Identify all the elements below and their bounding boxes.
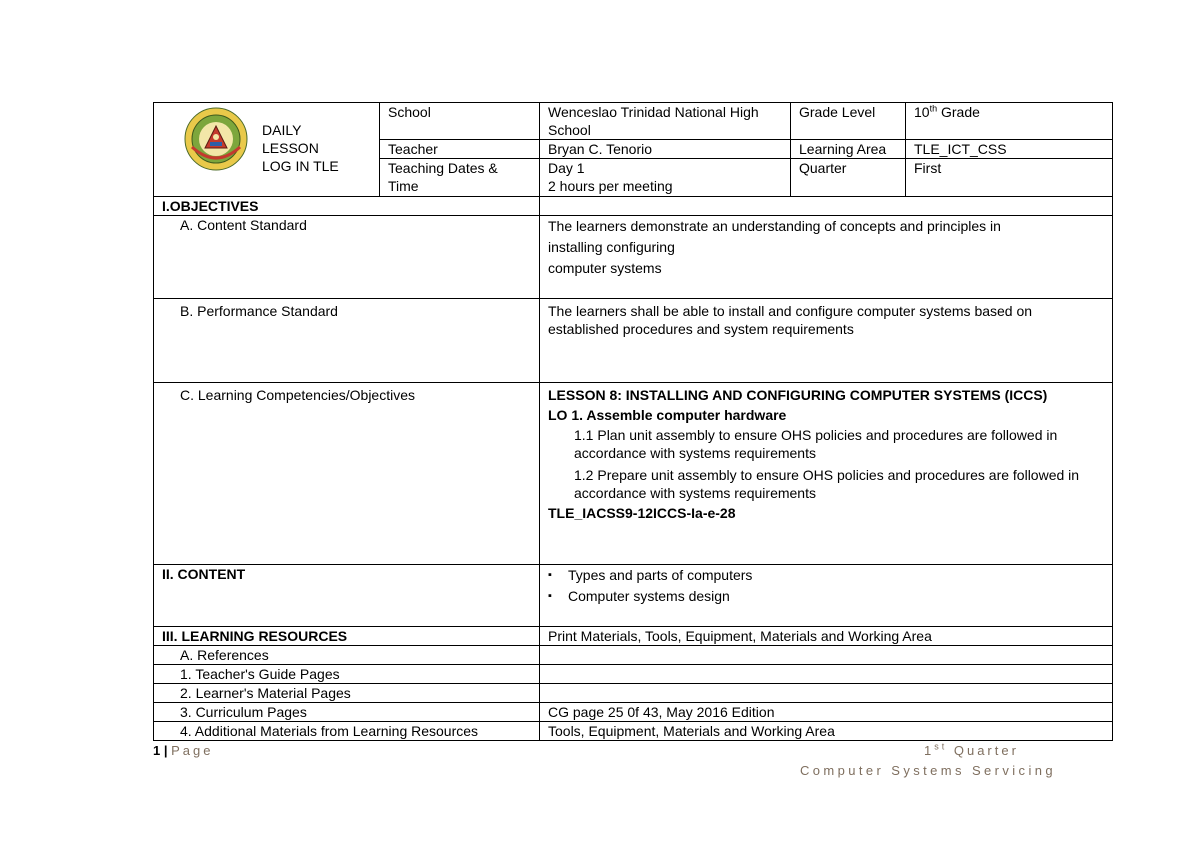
footer-quarter bbox=[924, 743, 1019, 758]
content-value bbox=[540, 565, 1113, 627]
list-item bbox=[548, 586, 1104, 607]
daily-lesson-log-table bbox=[153, 102, 1113, 741]
page-footer-left bbox=[153, 743, 213, 758]
dll-title-line-1: DAILY bbox=[262, 122, 302, 138]
content-list bbox=[548, 565, 1104, 607]
additional-materials-value: Tools, Equipment, Materials and Working Area bbox=[540, 722, 1113, 741]
teacher-value: Bryan C. Tenorio bbox=[540, 140, 791, 159]
curriculum-pages-value: CG page 25 0f 43, May 2016 Edition bbox=[540, 703, 1113, 722]
learning-competencies-label: C. Learning Competencies/Objectives bbox=[154, 383, 540, 565]
additional-materials-label: 4. Additional Materials from Learning Resources bbox=[154, 722, 540, 741]
teaching-dates-value bbox=[540, 159, 791, 197]
school-logo-cell bbox=[154, 103, 380, 197]
learners-material-value bbox=[540, 684, 1113, 703]
learning-competencies-value bbox=[540, 383, 1113, 565]
content-standard-line-1: The learners demonstrate an understanding of concepts and principles in bbox=[548, 218, 1001, 234]
grade-level-label: Grade Level bbox=[791, 103, 906, 140]
school-label: School bbox=[380, 103, 540, 140]
page-word: Page bbox=[171, 743, 214, 758]
performance-standard-label: B. Performance Standard bbox=[154, 299, 540, 383]
page-separator: | bbox=[160, 743, 172, 758]
learners-material-label: 2. Learner's Material Pages bbox=[154, 684, 540, 703]
teaching-duration: 2 hours per meeting bbox=[548, 178, 673, 194]
page-number: 1 bbox=[153, 743, 161, 758]
performance-standard-value: The learners shall be able to install and configure computer systems based on established procedures and system requirements bbox=[540, 299, 1113, 383]
list-item bbox=[548, 565, 1104, 586]
teacher-label: Teacher bbox=[380, 140, 540, 159]
learning-outcome-title: LO 1. Assemble computer hardware bbox=[548, 407, 787, 423]
learning-area-value: TLE_ICT_CSS bbox=[906, 140, 1113, 159]
grade-level-value bbox=[906, 103, 1113, 140]
references-value bbox=[540, 646, 1113, 665]
lesson-title: LESSON 8: INSTALLING AND CONFIGURING COMPUTER SYSTEMS (ICCS) bbox=[548, 387, 1048, 403]
learning-area-label: Learning Area bbox=[791, 140, 906, 159]
learning-outcome-item: 1.2 Prepare unit assembly to ensure OHS policies and procedures are followed in accordance with systems requirements bbox=[574, 467, 1080, 501]
school-seal-icon bbox=[184, 107, 248, 171]
quarter-label: Quarter bbox=[791, 159, 906, 197]
content-heading: II. CONTENT bbox=[154, 565, 540, 627]
grade-number: 10 bbox=[914, 104, 930, 120]
dll-title-line-3: LOG IN TLE bbox=[262, 158, 339, 174]
learning-resources-value: Print Materials, Tools, Equipment, Materials and Working Area bbox=[540, 627, 1113, 646]
curriculum-pages-label: 3. Curriculum Pages bbox=[154, 703, 540, 722]
content-standard-line-3: computer systems bbox=[548, 260, 662, 276]
grade-word: Grade bbox=[940, 104, 980, 120]
quarter-word: Quarter bbox=[947, 743, 1019, 758]
objectives-heading: I.OBJECTIVES bbox=[154, 197, 540, 216]
dll-title-line-2: LESSON bbox=[262, 140, 319, 156]
quarter-value: First bbox=[906, 159, 1113, 197]
content-standard-label: A. Content Standard bbox=[154, 216, 540, 299]
dll-title bbox=[262, 121, 362, 175]
references-label: A. References bbox=[154, 646, 540, 665]
teachers-guide-value bbox=[540, 665, 1113, 684]
quarter-suffix: st bbox=[934, 741, 948, 752]
content-standard-line-2: installing configuring bbox=[548, 239, 675, 255]
footer-subject: Computer Systems Servicing bbox=[800, 763, 1057, 778]
school-value: Wenceslao Trinidad National High School bbox=[540, 103, 791, 140]
teachers-guide-label: 1. Teacher's Guide Pages bbox=[154, 665, 540, 684]
teaching-dates-label: Teaching Dates & Time bbox=[380, 159, 540, 197]
quarter-number: 1 bbox=[924, 743, 935, 758]
bullet-icon: ▪ bbox=[548, 569, 552, 581]
content-standard-value bbox=[540, 216, 1113, 299]
competency-code: TLE_IACSS9-12ICCS-Ia-e-28 bbox=[548, 505, 736, 521]
grade-suffix: th bbox=[929, 103, 938, 114]
learning-outcome-item: 1.1 Plan unit assembly to ensure OHS policies and procedures are followed in accordance with systems requirements bbox=[574, 427, 1058, 461]
content-item-text: Computer systems design bbox=[568, 588, 730, 604]
content-item-text: Types and parts of computers bbox=[568, 567, 753, 583]
learning-resources-heading: III. LEARNING RESOURCES bbox=[154, 627, 540, 646]
bullet-icon: ▪ bbox=[548, 590, 552, 602]
teaching-day: Day 1 bbox=[548, 160, 585, 176]
objectives-heading-value bbox=[540, 197, 1113, 216]
